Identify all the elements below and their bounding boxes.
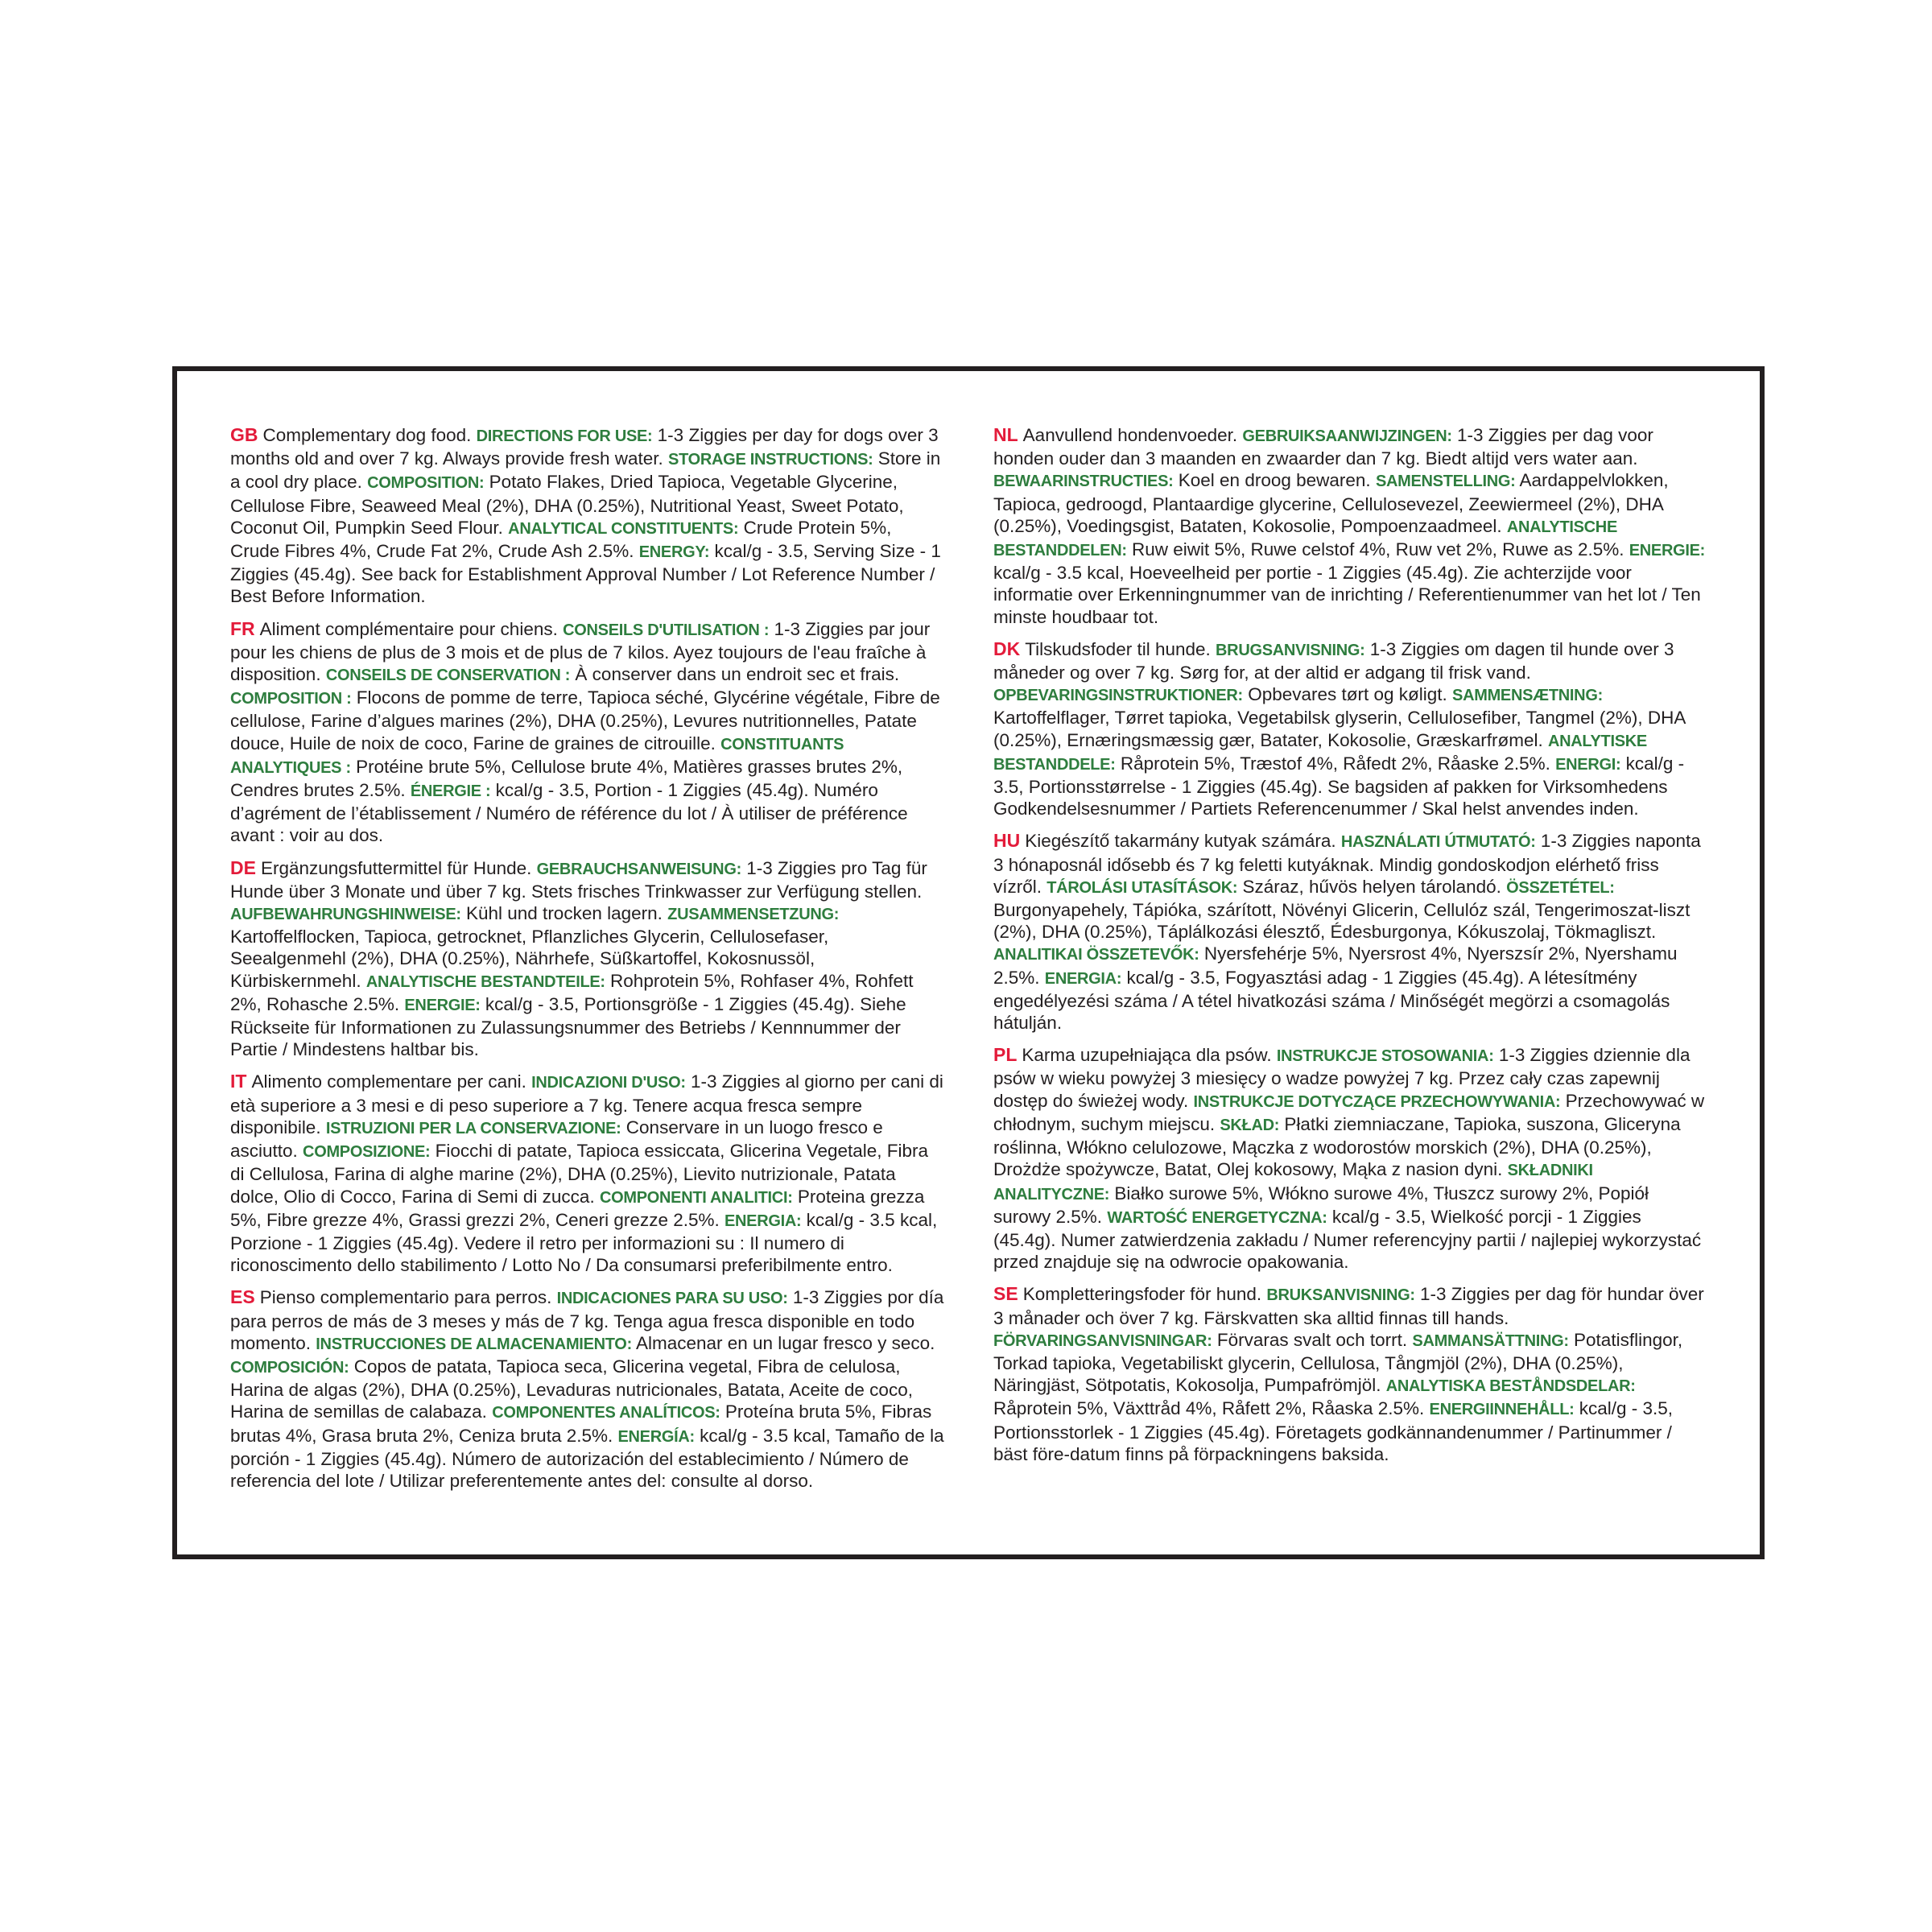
body-text: Płatki ziemniaczane, Tapioka, suszona, Gliceryna roślinna, Włókno celulozowe, Mączka z wodorostów morskich (2%), DHA (0.25%), Drożdże spożywcze, Batat, Olej kokosowy, Mąka z nasion dyni. bbox=[993, 1113, 1681, 1180]
section-heading: COMPONENTI ANALITICI: bbox=[599, 1188, 793, 1207]
body-text: Förvaras svalt och torrt. bbox=[1212, 1329, 1413, 1350]
body-text: kcal/g - 3.5, Portionsstørrelse - 1 Ziggies (45.4g). Se bagsiden af pakken for Virksomhedens Godkendelsesnummer / Partiets Referencenummer / Skal helst anvendes inden. bbox=[993, 753, 1685, 819]
section-heading: CONSTITUANTS ANALYTIQUES : bbox=[230, 735, 844, 777]
body-text: Proteina grezza 5%, Fibre grezze 4%, Grassi grezzi 2%, Ceneri grezze 2.5%. bbox=[230, 1186, 925, 1230]
language-block-es bbox=[230, 1286, 945, 1492]
body-text: Aanvullend hondenvoeder. bbox=[1022, 425, 1243, 445]
section-heading: FÖRVARINGSANVISNINGAR: bbox=[993, 1331, 1212, 1350]
body-text: 1-3 Ziggies par jour pour les chiens de plus de 3 mois et de plus de 7 kilos. Ayez toujours de l'eau fraîche à disposition. bbox=[230, 618, 931, 685]
section-heading: GEBRAUCHSANWEISUNG: bbox=[536, 860, 741, 878]
language-code: SE bbox=[993, 1283, 1018, 1305]
section-heading: SKŁAD: bbox=[1220, 1116, 1280, 1134]
language-code: DK bbox=[993, 638, 1021, 659]
body-text: Ergänzungsfuttermittel für Hunde. bbox=[260, 857, 537, 878]
body-text: À conserver dans un endroit sec et frais. bbox=[570, 664, 900, 685]
body-text: Fiocchi di patate, Tapioca essiccata, Glicerina Vegetale, Fibra di Cellulosa, Farina di alghe marine (2%), DHA (0.25%), Lievito nutrizionale, Patata dolce, Olio di Cocco, Farina di Semi di zucca. bbox=[230, 1141, 929, 1207]
section-heading: ANALYTICAL CONSTITUENTS: bbox=[508, 519, 739, 538]
section-heading: COMPONENTES ANALÍTICOS: bbox=[492, 1404, 720, 1422]
left-column bbox=[230, 424, 945, 1502]
language-block-dk bbox=[993, 638, 1708, 820]
body-text: Råprotein 5%, Træstof 4%, Råfedt 2%, Råaske 2.5%. bbox=[1115, 753, 1556, 774]
body-text: 1-3 Ziggies pro Tag für Hunde über 3 Monate und über 7 kg. Stets frisches Trinkwasser zur Verfügung stellen. bbox=[230, 857, 927, 902]
language-block-hu bbox=[993, 830, 1708, 1034]
body-text: Store in a cool dry place. bbox=[230, 448, 941, 493]
body-text: Opbevares tørt og køligt. bbox=[1242, 684, 1453, 705]
body-text: 1-3 Ziggies al giorno per cani di età superiore a 3 mesi e di peso superiore a 7 kg. Tenere acqua fresca sempre disponibile. bbox=[230, 1071, 943, 1137]
body-text: Pienso complementario para perros. bbox=[259, 1287, 557, 1308]
section-heading: SKŁADNIKI ANALITYCZNE: bbox=[993, 1162, 1593, 1203]
section-heading: ENERGIE: bbox=[1629, 542, 1706, 560]
body-text: Tilskudsfoder til hunde. bbox=[1025, 638, 1216, 659]
body-text: Kiegészítő takarmány kutyak számára. bbox=[1025, 831, 1341, 852]
section-heading: GEBRUIKSAANWIJZINGEN: bbox=[1242, 427, 1452, 445]
body-text: kcal/g - 3.5, Wielkość porcji - 1 Ziggies (45.4g). Numer zatwierdzenia zakładu / Numer referencyjny partii / najlepiej wykorzystać przed znajduje się na odwrocie opakowania. bbox=[993, 1206, 1702, 1273]
section-heading: ENERGÍA: bbox=[617, 1427, 695, 1446]
language-code: IT bbox=[230, 1071, 247, 1092]
body-text: kcal/g - 3.5 kcal, Tamaño de la porción - 1 Ziggies (45.4g). Número de autorización del establecimiento / Número de referencia del lote / Utilizar preferentemente antes del: consulte al dorso. bbox=[230, 1425, 944, 1491]
body-text: Ruw eiwit 5%, Ruwe celstof 4%, Ruw vet 2%, Ruwe as 2.5%. bbox=[1126, 539, 1629, 560]
section-heading: CONSEILS D'UTILISATION : bbox=[563, 621, 770, 639]
language-block-it bbox=[230, 1071, 945, 1276]
body-text: Kartoffelflocken, Tapioca, getrocknet, Pflanzliches Glycerin, Cellulosefaser, Seealgenmehl (2%), DHA (0.25%), Nährhefe, Süßkartoffel, Kokosnussöl, Kürbiskernmehl. bbox=[230, 927, 829, 991]
language-block-se bbox=[993, 1283, 1708, 1465]
body-text: Koel en droog bewaren. bbox=[1173, 470, 1376, 491]
body-text: Crude Protein 5%, Crude Fibres 4%, Crude Fat 2%, Crude Ash 2.5%. bbox=[230, 517, 892, 562]
body-text: Potatisflingor, Torkad tapioka, Vegetabiliskt glycerin, Cellulosa, Tångmjöl (2%), DHA (0.25%), Näringjäst, Sötpotatis, Kokosolja, Pumpafrömjöl. bbox=[993, 1329, 1683, 1396]
section-heading: SAMENSTELLING: bbox=[1375, 473, 1516, 491]
section-heading: INSTRUKCJE DOTYCZĄCE PRZECHOWYWANIA: bbox=[1193, 1092, 1561, 1111]
section-heading: INDICACIONES PARA SU USO: bbox=[556, 1290, 788, 1308]
section-heading: AUFBEWAHRUNGSHINWEISE: bbox=[230, 906, 461, 924]
body-text: Complementary dog food. bbox=[262, 425, 477, 445]
body-text: 1-3 Ziggies om dagen til hunde over 3 måneder og over 7 kg. Sørg for, at der altid er adgang til frisk vand. bbox=[993, 638, 1674, 683]
section-heading: ENERGIINNEHÅLL: bbox=[1429, 1401, 1575, 1419]
body-text: Almacenar en un lugar fresco y seco. bbox=[631, 1332, 935, 1353]
language-block-gb bbox=[230, 424, 945, 608]
body-text: Copos de patata, Tapioca seca, Glicerina vegetal, Fibra de celulosa, Harina de algas (2%), DHA (0.25%), Levaduras nutricionales, Batata, Aceite de coco, Harina de semillas de calabaza. bbox=[230, 1356, 913, 1422]
body-text: Proteína bruta 5%, Fibras brutas 4%, Grasa bruta 2%, Ceniza bruta 2.5%. bbox=[230, 1402, 932, 1446]
body-text: kcal/g - 3.5, Fogyasztási adag - 1 Ziggies (45.4g). A létesítmény engedélyezési száma / A tétel hivatkozási száma / Minőségét megörzi a csomagolás hátulján. bbox=[993, 967, 1670, 1034]
language-code: FR bbox=[230, 617, 255, 639]
section-heading: ENERGIE: bbox=[404, 996, 481, 1014]
section-heading: ANALYTISKE BESTANDDELE: bbox=[993, 732, 1647, 774]
section-heading: CONSEILS DE CONSERVATION : bbox=[325, 667, 571, 685]
body-text: 1-3 Ziggies por día para perros de más de 3 meses y más de 7 kg. Tenga agua fresca disponible en todo momento. bbox=[230, 1287, 944, 1353]
section-heading: COMPOSITION : bbox=[230, 690, 352, 708]
section-heading: ÖSSZETÉTEL: bbox=[1506, 878, 1615, 897]
body-text: kcal/g - 3.5, Portionsstorlek - 1 Ziggies (45.4g). Företagets godkännandenummer / Partinummer / bäst före-datum finns på förpackningens baksida. bbox=[993, 1398, 1674, 1464]
right-column bbox=[993, 424, 1708, 1476]
language-code: ES bbox=[230, 1286, 255, 1308]
body-text: Kompletteringsfoder för hund. bbox=[1022, 1284, 1267, 1305]
language-block-pl bbox=[993, 1044, 1708, 1273]
body-text: Conservare in un luogo fresco e asciutto. bbox=[230, 1117, 883, 1162]
section-heading: BRUGSANVISNING: bbox=[1216, 641, 1365, 659]
section-heading: SAMMANSÄTTNING: bbox=[1412, 1331, 1569, 1350]
body-text: 1-3 Ziggies dziennie dla psów w wieku powyżej 3 miesięcy o wadze powyżej 7 kg. Przez cały czas zapewnij dostęp do świeżej wody. bbox=[993, 1045, 1690, 1111]
language-block-de bbox=[230, 857, 945, 1061]
body-text: Alimento complementare per cani. bbox=[251, 1071, 532, 1092]
body-text: Protéine brute 5%, Cellulose brute 4%, Matières grasses brutes 2%, Cendres brutes 2.5%. bbox=[230, 756, 903, 801]
body-text: Karma uzupełniająca dla psów. bbox=[1022, 1045, 1277, 1066]
body-text: Råprotein 5%, Växttråd 4%, Råfett 2%, Råaska 2.5%. bbox=[993, 1398, 1430, 1419]
language-code: DE bbox=[230, 857, 256, 878]
body-text: Kartoffelflager, Tørret tapioka, Vegetabilsk glyserin, Cellulosefiber, Tangmel (2%), DHA (0.25%), Ernæringsmæssig gær, Batater, Kokosolie, Græskarfrømel. bbox=[993, 708, 1686, 750]
section-heading: TÁROLÁSI UTASÍTÁSOK: bbox=[1046, 878, 1238, 897]
body-text: Kühl und trocken lagern. bbox=[460, 903, 668, 924]
section-heading: ANALYTISKA BESTÅNDSDELAR: bbox=[1385, 1377, 1636, 1396]
section-heading: ÉNERGIE : bbox=[410, 782, 491, 801]
language-block-nl bbox=[993, 424, 1708, 628]
body-text: 1-3 Ziggies per dag för hundar över 3 månader och över 7 kg. Färskvatten ska alltid finnas till hands. bbox=[993, 1284, 1704, 1328]
section-heading: ANALITIKAI ÖSSZETEVŐK: bbox=[993, 946, 1199, 964]
section-heading: BRUKSANVISNING: bbox=[1266, 1286, 1415, 1305]
language-code: GB bbox=[230, 424, 258, 445]
section-heading: ZUSAMMENSETZUNG: bbox=[667, 906, 840, 924]
body-text: 1-3 Ziggies per dag voor honden ouder dan 3 maanden en zwaarder dan 7 kg. Biedt altijd vers water aan. bbox=[993, 425, 1653, 469]
body-text: Nyersfehérje 5%, Nyersrost 4%, Nyerszsír 2%, Nyershamu 2.5%. bbox=[993, 943, 1678, 988]
section-heading: COMPOSICIÓN: bbox=[230, 1358, 349, 1377]
section-heading: COMPOSIZIONE: bbox=[303, 1143, 431, 1162]
label-panel bbox=[172, 366, 1765, 1559]
section-heading: BEWAARINSTRUCTIES: bbox=[993, 473, 1174, 491]
body-text: kcal/g - 3.5, Portion - 1 Ziggies (45.4g). Numéro d’agrément de l’établissement / Numéro de référence du lot / À utiliser de préférence avant : voir au dos. bbox=[230, 780, 908, 846]
language-code: HU bbox=[993, 830, 1021, 852]
section-heading: ISTRUZIONI PER LA CONSERVAZIONE: bbox=[325, 1119, 621, 1137]
section-heading: COMPOSITION: bbox=[367, 474, 485, 493]
body-text: kcal/g - 3.5 kcal, Porzione - 1 Ziggies (45.4g). Vedere il retro per informazioni su : Il numero di riconoscimento dello stabilimento / Lotto No / Da consumarsi preferibilmente entro. bbox=[230, 1209, 938, 1276]
body-text: Potato Flakes, Dried Tapioca, Vegetable Glycerine, Cellulose Fibre, Seaweed Meal (2%), DHA (0.25%), Nutritional Yeast, Sweet Potato, Coconut Oil, Pumpkin Seed Flour. bbox=[230, 472, 904, 538]
language-block-fr bbox=[230, 618, 945, 847]
section-heading: INDICAZIONI D'USO: bbox=[531, 1074, 686, 1092]
section-heading: SAMMENSÆTNING: bbox=[1452, 687, 1603, 705]
body-text: Rohprotein 5%, Rohfaser 4%, Rohfett 2%, Rohasche 2.5%. bbox=[230, 970, 914, 1014]
body-text: Aliment complémentaire pour chiens. bbox=[259, 618, 564, 639]
section-heading: ENERGY: bbox=[638, 543, 710, 562]
language-code: NL bbox=[993, 424, 1018, 445]
section-heading: INSTRUCCIONES DE ALMACENAMIENTO: bbox=[316, 1335, 632, 1353]
section-heading: HASZNÁLATI ÚTMUTATÓ: bbox=[1340, 833, 1536, 852]
body-text: Aardappelvlokken, Tapioca, gedroogd, Plantaardige glycerine, Cellulosevezel, Zeewiermeel (2%), DHA (0.25%), Voedingsgist, Bataten, Kokosolie, Pompoenzaadmeel. bbox=[993, 470, 1669, 536]
body-text: kcal/g - 3.5 kcal, Hoeveelheid per portie - 1 Ziggies (45.4g). Zie achterzijde voor informatie over Erkenningnummer van de inrichting / Referentienummer van het lot / Ten minste houdbaar tot. bbox=[993, 563, 1701, 627]
section-heading: ENERGIA: bbox=[1044, 969, 1122, 988]
body-text: Flocons de pomme de terre, Tapioca séché, Glycérine végétale, Fibre de cellulose, Farine d’algues marines (2%), DHA (0.25%), Levures nutritionnelles, Patate douce, Huile de noix de coco, Farine de graines de citrouille. bbox=[230, 687, 940, 753]
section-heading: ANALYTISCHE BESTANDDELEN: bbox=[993, 518, 1617, 560]
section-heading: INSTRUKCJE STOSOWANIA: bbox=[1276, 1047, 1494, 1066]
section-heading: ANALYTISCHE BESTANDTEILE: bbox=[365, 972, 605, 991]
body-text: 1-3 Ziggies naponta 3 hónaposnál idősebb és 7 kg feletti kutyáknak. Mindig gondoskodjon elérhető friss vízről. bbox=[993, 831, 1701, 897]
body-text: kcal/g - 3.5, Serving Size - 1 Ziggies (45.4g). See back for Establishment Approval Number / Lot Reference Number / Best Before Information. bbox=[230, 541, 941, 607]
section-heading: STORAGE INSTRUCTIONS: bbox=[668, 451, 873, 469]
section-heading: WARTOŚĆ ENERGETYCZNA: bbox=[1107, 1208, 1327, 1227]
body-text: 1-3 Ziggies per day for dogs over 3 months old and over 7 kg. Always provide fresh water. bbox=[230, 425, 939, 469]
section-heading: DIRECTIONS FOR USE: bbox=[476, 427, 653, 445]
body-text: Przechowywać w chłodnym, suchym miejscu. bbox=[993, 1090, 1705, 1134]
section-heading: ENERGI: bbox=[1555, 755, 1621, 774]
body-text: kcal/g - 3.5, Portionsgröße - 1 Ziggies (45.4g). Siehe Rückseite für Informationen zu Zulassungsnummer des Betriebs / Kennnummer der Partie / Mindestens haltbar bis. bbox=[230, 993, 906, 1060]
language-code: PL bbox=[993, 1044, 1018, 1066]
section-heading: OPBEVARINGSINSTRUKTIONER: bbox=[993, 687, 1243, 705]
section-heading: ENERGIA: bbox=[724, 1212, 802, 1230]
body-text: Száraz, hűvös helyen tárolandó. bbox=[1237, 876, 1507, 897]
body-text: Burgonyapehely, Tápióka, szárított, Növényi Glicerin, Cellulóz szál, Tengerimoszat-liszt (2%), DHA (0.25%), Táplálkozási élesztő, Édesburgonya, Kókuszolaj, Tökmagliszt. bbox=[993, 900, 1690, 943]
body-text: Białko surowe 5%, Włókno surowe 4%, Tłuszcz surowy 2%, Popiół surowy 2.5%. bbox=[993, 1183, 1649, 1227]
